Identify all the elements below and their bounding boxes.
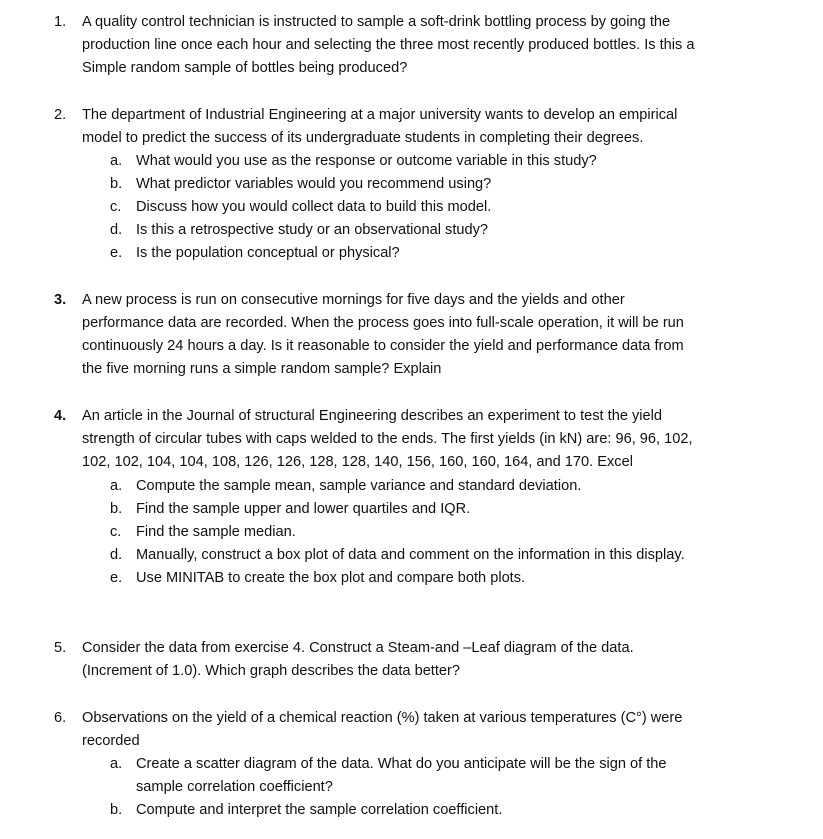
- text-line: strength of circular tubes with caps welded to the ends. The first yields (in kN) are: 96, 96, 102,: [82, 431, 693, 447]
- question-text: [82, 637, 762, 683]
- sub-question-list: [0, 150, 823, 265]
- sub-question-list: [0, 475, 823, 590]
- sub-question-text: Is the population conceptual or physical?: [136, 245, 400, 261]
- text-line: A new process is run on consecutive mornings for five days and the yields and other: [82, 292, 625, 308]
- question-text: [82, 11, 762, 80]
- sub-question-text: Discuss how you would collect data to build this model.: [136, 199, 492, 215]
- sub-question: [0, 753, 823, 799]
- sub-question-letter: b.: [110, 802, 123, 818]
- sub-question-letter: d.: [110, 547, 123, 563]
- text-line: continuously 24 hours a day. Is it reasonable to consider the yield and performance data from: [82, 338, 684, 354]
- question-text: [82, 707, 762, 753]
- text-line: Simple random sample of bottles being produced?: [82, 60, 408, 76]
- sub-question: [0, 498, 823, 521]
- sub-question: [0, 242, 823, 265]
- sub-question-text: Use MINITAB to create the box plot and compare both plots.: [136, 570, 526, 586]
- sub-question-text: What predictor variables would you recommend using?: [136, 176, 492, 192]
- sub-question-text: Compute the sample mean, sample variance and standard deviation.: [136, 478, 582, 494]
- sub-question-text: Manually, construct a box plot of data and comment on the information in this display.: [136, 547, 685, 563]
- sub-question: [0, 475, 823, 498]
- sub-question-text: Compute and interpret the sample correlation coefficient.: [136, 802, 503, 818]
- sub-question: [0, 173, 823, 196]
- sub-question-letter: b.: [110, 176, 123, 192]
- question-text: [82, 289, 762, 381]
- question-text: [82, 405, 762, 474]
- text-line: production line once each hour and selecting the three most recently produced bottles. Is this a: [82, 37, 695, 53]
- sub-question-letter: a.: [110, 478, 123, 494]
- text-line: recorded: [82, 733, 140, 749]
- sub-question-letter: c.: [110, 199, 122, 215]
- sub-question-letter: b.: [110, 501, 123, 517]
- question-number: 5.: [54, 640, 67, 656]
- question-number: 6.: [54, 710, 67, 726]
- text-line: An article in the Journal of structural Engineering describes an experiment to test the yield: [82, 408, 663, 424]
- question-number: 2.: [54, 107, 67, 123]
- sub-question-text: What would you use as the response or outcome variable in this study?: [136, 153, 597, 169]
- text-line: A quality control technician is instructed to sample a soft-drink bottling process by going the: [82, 14, 671, 30]
- sub-question-letter: d.: [110, 222, 123, 238]
- sub-question: [0, 521, 823, 544]
- text-line: Consider the data from exercise 4. Construct a Steam-and –Leaf diagram of the data.: [82, 640, 634, 656]
- sub-question-letter: a.: [110, 153, 123, 169]
- text-line: the five morning runs a simple random sample? Explain: [82, 361, 442, 377]
- sub-question-list: [0, 753, 823, 822]
- sub-question-text: Is this a retrospective study or an observational study?: [136, 222, 489, 238]
- question-number: 3.: [54, 292, 67, 308]
- question-number: 4.: [54, 408, 67, 424]
- sub-question: [0, 799, 823, 822]
- question-number: 1.: [54, 14, 67, 30]
- sub-question: [0, 196, 823, 219]
- sub-question-text: [136, 753, 667, 799]
- text-line: model to predict the success of its undergraduate students in completing their degrees.: [82, 130, 644, 146]
- text-line: The department of Industrial Engineering at a major university wants to develop an empirical: [82, 107, 678, 123]
- sub-question-text: Find the sample median.: [136, 524, 296, 540]
- text-line: Create a scatter diagram of the data. What do you anticipate will be the sign of the: [136, 756, 667, 772]
- sub-question-letter: a.: [110, 756, 123, 772]
- text-line: sample correlation coefficient?: [136, 779, 333, 795]
- sub-question: [0, 219, 823, 242]
- sub-question: [0, 544, 823, 567]
- question-text: [82, 104, 762, 150]
- text-line: (Increment of 1.0). Which graph describes the data better?: [82, 663, 461, 679]
- sub-question-letter: e.: [110, 245, 123, 261]
- sub-question: [0, 150, 823, 173]
- text-line: performance data are recorded. When the process goes into full-scale operation, it will be run: [82, 315, 684, 331]
- sub-question-text: Find the sample upper and lower quartiles and IQR.: [136, 501, 471, 517]
- text-line: 102, 102, 104, 104, 108, 126, 126, 128, 128, 140, 156, 160, 160, 164, and 170. Excel: [82, 454, 633, 470]
- sub-question-letter: e.: [110, 570, 123, 586]
- text-line: Observations on the yield of a chemical reaction (%) taken at various temperatures (C°) were: [82, 710, 683, 726]
- sub-question-letter: c.: [110, 524, 122, 540]
- sub-question: [0, 567, 823, 590]
